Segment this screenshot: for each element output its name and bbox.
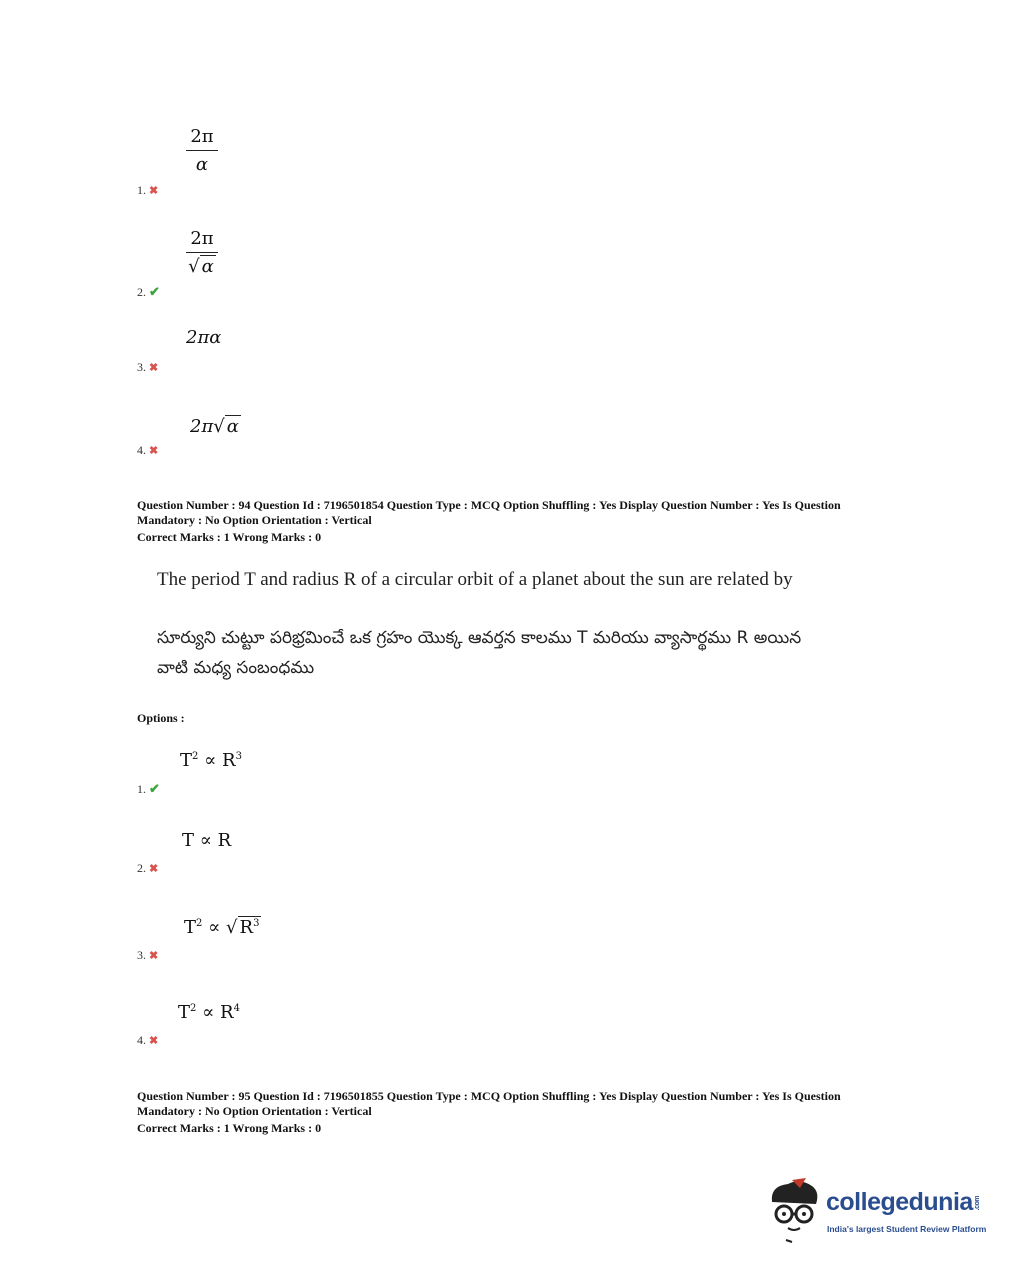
question-95-meta xyxy=(137,1089,917,1136)
meta-line-2: Mandatory : No Option Orientation : Vertical xyxy=(137,513,372,527)
q94-option-4-expression: $T^2 \propto R^4$ xyxy=(178,1002,240,1023)
telugu-line-2: వాటి మధ్య సంబంధము xyxy=(157,658,315,678)
telugu-line-1: సూర్యుని చుట్టూ పరిభ్రమించే ఒక గ్రహం యొక్క ఆవర్తన కాలము T మరియు వ్యాసార్థము R అయిన xyxy=(157,628,802,648)
collegedunia-logo xyxy=(766,1176,996,1246)
question-94-text-english: The period T and radius R of a circular orbit of a planet about the sun are related by xyxy=(157,569,793,590)
correct-check-icon: ✔ xyxy=(149,781,160,796)
logo-brand: collegedunia.com xyxy=(826,1188,981,1216)
meta-line-3: Correct Marks : 1 Wrong Marks : 0 xyxy=(137,1121,322,1135)
option-number: 2. xyxy=(137,861,146,875)
prev-option-4[interactable] xyxy=(137,443,158,458)
prev-option-2-expression: $\frac{2\pi}{√ \alpha}$ xyxy=(186,228,218,277)
prev-option-4-expression: 2π√ α xyxy=(190,416,239,437)
option-number: 4. xyxy=(137,1033,146,1047)
wrong-mark-icon: ✖ xyxy=(149,362,159,374)
wrong-mark-icon: ✖ xyxy=(149,863,159,875)
question-94-meta xyxy=(137,498,917,545)
meta-line-1: Question Number : 94 Question Id : 7196501854 Question Type : MCQ Option Shuffling : Yes Display Question Number : Yes Is Question xyxy=(137,498,841,512)
q94-option-2[interactable] xyxy=(137,861,158,876)
q94-option-1-expression: $T^2 \propto R^3$ xyxy=(180,750,242,771)
correct-check-icon: ✔ xyxy=(149,284,160,299)
q94-option-1[interactable] xyxy=(137,781,160,797)
logo-tagline: India's largest Student Review Platform xyxy=(827,1224,987,1234)
meta-line-1: Question Number : 95 Question Id : 7196501855 Question Type : MCQ Option Shuffling : Yes Display Question Number : Yes Is Question xyxy=(137,1089,841,1103)
prev-option-1-expression: $\frac{2\pi}{\alpha}$ xyxy=(186,126,218,175)
options-label: Options : xyxy=(137,711,185,725)
prev-option-3-expression: 2πα xyxy=(186,327,222,348)
option-number: 2. xyxy=(137,285,146,299)
meta-line-3: Correct Marks : 1 Wrong Marks : 0 xyxy=(137,530,322,544)
q94-option-4[interactable] xyxy=(137,1033,158,1048)
option-number: 3. xyxy=(137,360,146,374)
q94-option-3-expression: $T^2$ ∝ √ $R^3$ xyxy=(184,917,260,938)
question-94-text-telugu xyxy=(157,623,857,683)
prev-option-1[interactable] xyxy=(137,183,158,198)
wrong-mark-icon: ✖ xyxy=(149,1035,159,1047)
wrong-mark-icon: ✖ xyxy=(149,445,159,457)
wrong-mark-icon: ✖ xyxy=(149,185,159,197)
option-number: 1. xyxy=(137,782,146,796)
meta-line-2: Mandatory : No Option Orientation : Vertical xyxy=(137,1104,372,1118)
logo-suffix: .com xyxy=(973,1196,981,1211)
mascot-icon xyxy=(766,1176,824,1246)
q94-option-3[interactable] xyxy=(137,948,158,963)
prev-option-3[interactable] xyxy=(137,360,158,375)
option-number: 4. xyxy=(137,443,146,457)
q94-option-2-expression: T ∝ R xyxy=(182,830,232,851)
wrong-mark-icon: ✖ xyxy=(149,950,159,962)
option-number: 3. xyxy=(137,948,146,962)
prev-option-2[interactable] xyxy=(137,284,160,300)
option-number: 1. xyxy=(137,183,146,197)
